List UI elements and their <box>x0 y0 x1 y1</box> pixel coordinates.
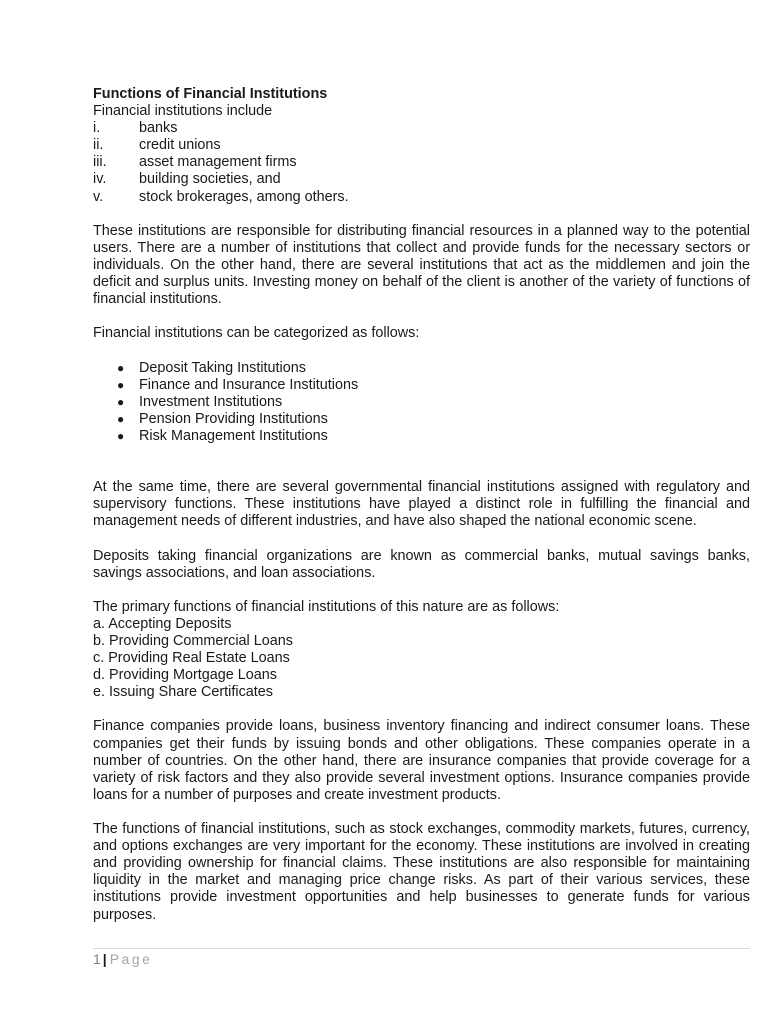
bullet-icon: ● <box>117 428 125 443</box>
list-item <box>93 189 750 206</box>
page-footer <box>93 948 750 968</box>
bullet-icon: ● <box>117 377 125 392</box>
intro-line: Financial institutions include <box>93 103 273 120</box>
list-item <box>93 428 750 445</box>
list-item <box>93 171 750 188</box>
list-item <box>93 154 750 171</box>
bullet-icon: ● <box>117 411 125 426</box>
bullet-icon: ● <box>117 394 125 409</box>
list-item <box>93 360 750 377</box>
paragraph-distribution: These institutions are responsible for distributing financial resources in a planned way to the potential users. There are a number of institutions that collect and provide funds for the necessary sectors or individuals. On the other hand, there are several institutions that act as the middlemen and join the deficit and surplus units. Investing money on behalf of the client is another of the variety of functions of financial institutions. <box>93 222 750 308</box>
list-item: d. Providing Mortgage Loans <box>93 667 277 684</box>
institutions-list <box>93 120 750 205</box>
list-item-text: Investment Institutions <box>139 393 283 410</box>
paragraph-deposits: Deposits taking financial organizations are known as commercial banks, mutual savings banks, savings associations, and loan associations. <box>93 547 750 581</box>
list-item-text: credit unions <box>139 137 221 154</box>
list-item <box>93 377 750 394</box>
list-item-number: i. <box>93 120 101 137</box>
list-item: b. Providing Commercial Loans <box>93 633 293 649</box>
list-item <box>93 394 750 411</box>
list-item-text: banks <box>139 120 178 137</box>
list-item <box>93 120 750 137</box>
categories-list <box>93 360 750 445</box>
paragraph-finance-companies: Finance companies provide loans, business inventory financing and indirect consumer loans. These companies get their funds by issuing bonds and other obligations. These companies operate in a number of countries. On the other hand, there are insurance companies that provide coverage for a variety of risk factors and they also provide several investment options. Insurance companies provide loans for a number of purposes and create investment products. <box>93 718 750 803</box>
page-label: Page <box>109 951 153 967</box>
list-item-text: Deposit Taking Institutions <box>139 359 306 376</box>
list-item-number: iii. <box>93 154 107 171</box>
list-item-number: v. <box>93 188 104 205</box>
list-item <box>93 411 750 428</box>
bullet-icon: ● <box>117 360 125 375</box>
list-item: e. Issuing Share Certificates <box>93 684 273 701</box>
list-item-text: stock brokerages, among others. <box>139 188 349 205</box>
list-item-text: asset management firms <box>139 154 297 171</box>
list-item-text: building societies, and <box>139 171 281 188</box>
document-page <box>93 86 750 924</box>
list-item-text: Risk Management Institutions <box>139 427 328 444</box>
categories-intro: Financial institutions can be categorized as follows: <box>93 325 420 342</box>
list-item-text: Finance and Insurance Institutions <box>139 376 359 393</box>
document-heading: Functions of Financial Institutions <box>93 86 328 102</box>
functions-list <box>93 616 750 701</box>
list-item: c. Providing Real Estate Loans <box>93 650 290 667</box>
list-item <box>93 137 750 154</box>
list-item-number: iv. <box>93 171 107 188</box>
list-item-number: ii. <box>93 137 104 154</box>
functions-intro: The primary functions of financial institutions of this nature are as follows: <box>93 598 560 615</box>
footer-separator: | <box>102 951 107 967</box>
paragraph-exchanges: The functions of financial institutions, such as stock exchanges, commodity markets, futures, currency, and options exchanges are very important for the economy. These institutions are involved in creating and providing ownership for financial claims. These institutions are also responsible for maintaining liquidity in the market and managing price change risks. As part of their various services, these institutions provide investment opportunities and help businesses to generate funds for various purposes. <box>93 821 750 923</box>
paragraph-governmental: At the same time, there are several governmental financial institutions assigned with regulatory and supervisory functions. These institutions have played a distinct role in fulfilling the financial and management needs of different industries, and have also shaped the national economic scene. <box>93 479 750 530</box>
list-item-text: Pension Providing Institutions <box>139 410 328 427</box>
page-number: 1 <box>93 951 101 967</box>
list-item: a. Accepting Deposits <box>93 615 232 632</box>
